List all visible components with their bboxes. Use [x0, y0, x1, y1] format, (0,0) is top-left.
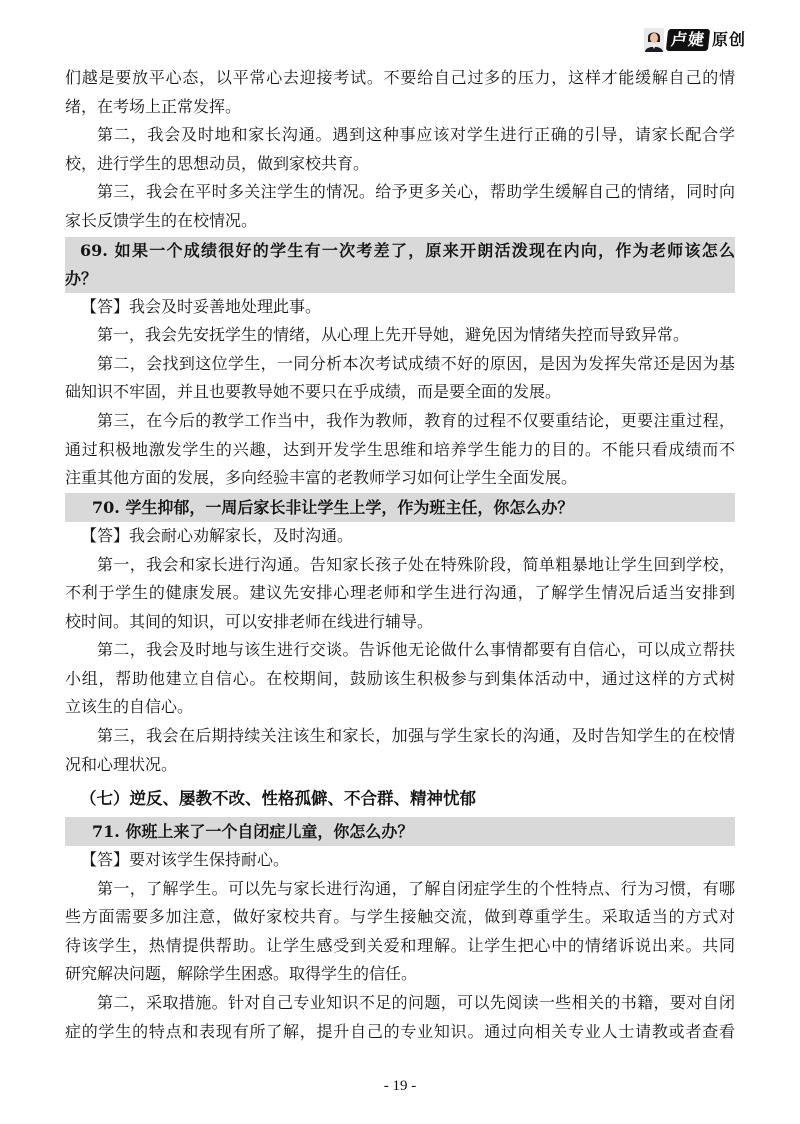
- page-body: [65, 64, 735, 1046]
- text-line: 校，进行学生的思想动员，做到家校共育。: [65, 153, 370, 173]
- text-line: 绪，在考场上正常发挥。: [65, 96, 242, 116]
- answer-line: 立该生的自信心。: [65, 697, 194, 717]
- answer-line: 症的学生的特点和表现有所了解，提升自己的专业知识。通过向相关专业人士请教或者查看: [65, 1021, 735, 1041]
- answer-line: 第一，我会先安抚学生的情绪，从心理上先开导她，避免因为情绪失控而导致异常。: [97, 325, 690, 345]
- text-line: 们越是要放平心态，以平常心去迎接考试。不要给自己过多的压力，这样才能缓解自己的情: [65, 68, 735, 87]
- answer-line: 【答】要对该学生保持耐心。: [81, 850, 290, 870]
- answer-line: 不利于学生的健康发展。建议先安排心理老师和学生进行沟通，了解学生情况后适当安排到: [65, 583, 735, 603]
- answer-71: [65, 846, 735, 1046]
- answer-line: 待该学生，热情提供帮助。让学生感受到关爱和理解。让学生把心中的情绪诉说出来。共同: [65, 935, 735, 955]
- question-71-box: [65, 817, 735, 846]
- text-line: 家长反馈学生的在校情况。: [65, 210, 258, 230]
- question-title: 办？: [65, 268, 98, 288]
- answer-line: 第三，在今后的教学工作当中，我作为教师，教育的过程不仅要重结论，更要注重过程，: [97, 410, 735, 430]
- page-number: - 19 -: [383, 1078, 417, 1094]
- answer-line: 校时间。其间的知识，可以安排老师在线进行辅导。: [65, 611, 434, 631]
- text-line: 第二，我会及时地和家长沟通。遇到这种事应该对学生进行正确的引导，请家长配合学: [97, 125, 735, 145]
- answer-line: 通过积极地激发学生的兴趣，达到开发学生思维和培养学生能力的目的。不能只看成绩而不: [65, 439, 735, 459]
- question-title: 69. 如果一个成绩很好的学生有一次考差了，原来开朗活泼现在内向，作为老师该怎么: [80, 240, 735, 260]
- answer-line: 【答】我会及时妥善地处理此事。: [81, 296, 322, 316]
- answer-line: 小组，帮助他建立自信心。在校期间，鼓励该生积极参与到集体活动中，通过这样的方式树: [65, 668, 735, 688]
- text-line: 第三，我会在平时多关注学生的情况。给予更多关心，帮助学生缓解自己的情绪，同时向: [97, 182, 735, 202]
- answer-line: 研究解决问题，解除学生困惑。取得学生的信任。: [65, 964, 418, 984]
- answer-line: 第一，了解学生。可以先与家长进行沟通，了解自闭症学生的个性特点、行为习惯，有哪: [97, 878, 735, 898]
- answer-line: 第三，我会在后期持续关注该生和家长，加强与学生家长的沟通，及时告知学生的在校情: [97, 726, 735, 746]
- question-70-box: [65, 493, 735, 522]
- answer-line: 第一，我会和家长进行沟通。告知家长孩子处在特殊阶段，简单粗暴地让学生回到学校，: [97, 554, 735, 574]
- answer-line: 【答】我会耐心劝解家长，及时沟通。: [81, 525, 354, 545]
- question-69-box: [65, 237, 735, 293]
- answer-70: [65, 522, 735, 779]
- author-avatar-icon: [644, 28, 664, 52]
- logo-suffix: 原创: [711, 30, 746, 49]
- answer-line: 注重其他方面的发展，多向经验丰富的老教师学习如何让学生全面发展。: [65, 468, 578, 488]
- answer-line: 些方面需要多加注意，做好家校共育。与学生接触交流，做到尊重学生。采取适当的方式对: [65, 907, 735, 927]
- brand-logo: [644, 27, 746, 53]
- question-title: 70. 学生抑郁，一周后家长非让学生上学，作为班主任，你怎么办？: [92, 497, 574, 517]
- section-heading: （七）逆反、屡教不改、性格孤僻、不合群、精神忧郁: [80, 789, 476, 809]
- intro-paragraphs: [65, 64, 735, 236]
- answer-line: 第二，采取措施。针对自己专业知识不足的问题，可以先阅读一些相关的书籍，要对自闭: [97, 993, 735, 1012]
- answer-69: [65, 293, 735, 493]
- answer-line: 础知识不牢固，并且也要教导她不要只在乎成绩，而是要全面的发展。: [65, 382, 562, 402]
- answer-line: 第二，我会及时地与该生进行交谈。告诉他无论做什么事情都要有自信心，可以成立帮扶: [97, 640, 735, 660]
- logo-name: 卢婕: [666, 29, 710, 51]
- answer-line: 况和心理状况。: [65, 754, 178, 774]
- answer-line: 第二，会找到这位学生，一同分析本次考试成绩不好的原因，是因为发挥失常还是因为基: [97, 353, 735, 373]
- question-title: 71. 你班上来了一个自闭症儿童，你怎么办？: [92, 821, 414, 841]
